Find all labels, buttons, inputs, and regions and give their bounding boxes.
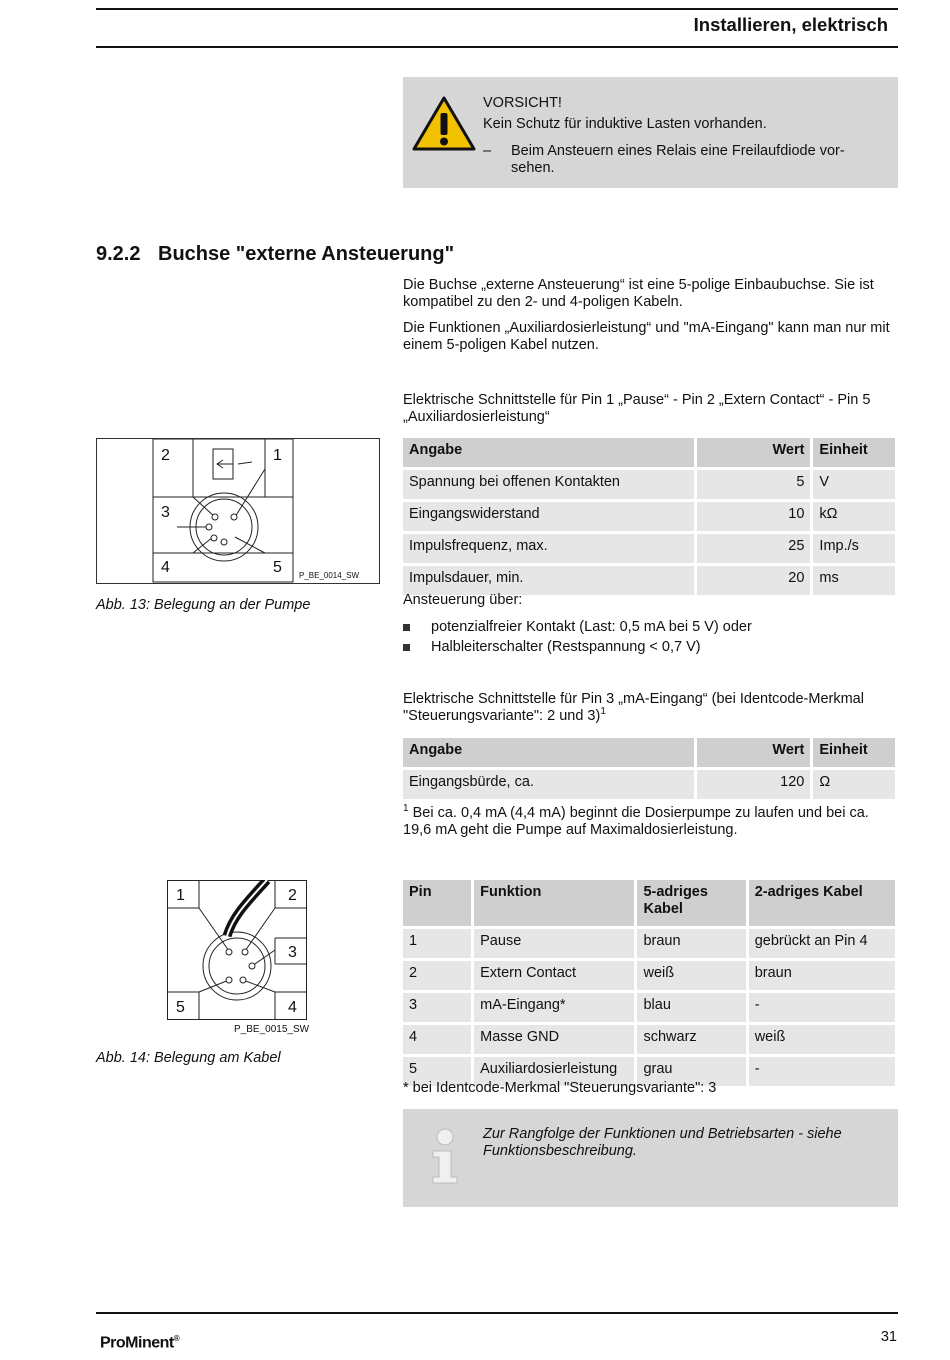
table-cell: 20	[697, 566, 811, 595]
table3-header-cell: 2-adriges Kabel	[749, 880, 895, 926]
footer-rule	[96, 1312, 898, 1314]
table-cell: Extern Contact	[474, 961, 634, 990]
table-cell: ms	[813, 566, 895, 595]
table-cell: 120	[697, 770, 811, 799]
figure-14-cable-plug	[167, 880, 307, 1020]
figure-14-caption: Abb. 14: Belegung am Kabel	[96, 1050, 281, 1066]
section-number: 9.2.2	[96, 243, 141, 265]
pin-label: 3	[161, 504, 170, 521]
table-row	[403, 929, 895, 958]
table-cell: Auxiliardosierleistung	[474, 1057, 634, 1086]
table2	[400, 735, 898, 802]
figure-13-pump-socket	[96, 438, 380, 584]
header-title: Installieren, elektrisch	[693, 14, 888, 35]
footnote-mark: 1	[403, 803, 409, 815]
table2-header-cell: Angabe	[403, 738, 694, 767]
prominent-logo	[100, 1330, 179, 1351]
table1	[400, 435, 898, 598]
info-icon	[425, 1127, 465, 1192]
figure-code: P_BE_0015_SW	[234, 1024, 310, 1035]
table3-header-row	[403, 880, 895, 926]
table-cell: Masse GND	[474, 1025, 634, 1054]
table-row	[403, 1025, 895, 1054]
footnote-ref: 1	[600, 706, 606, 718]
table-cell: weiß	[637, 961, 745, 990]
bullet-square-icon	[403, 624, 410, 631]
table-cell: 5	[403, 1057, 471, 1086]
table-cell: schwarz	[637, 1025, 745, 1054]
pin-label: 3	[288, 944, 297, 961]
table-cell: Pause	[474, 929, 634, 958]
pin-label: 1	[273, 447, 282, 464]
table-cell: 25	[697, 534, 811, 563]
pin-label: 2	[288, 887, 297, 904]
table-cell: 2	[403, 961, 471, 990]
header-top-rule	[96, 8, 898, 10]
table2-intro-text: Elektrische Schnittstelle für Pin 3 „mA-Eingang“ (bei Identcode-Merkmal "Steuerungsvariante": 2 und 3)	[403, 691, 864, 724]
pin-label: 5	[176, 999, 185, 1016]
table-cell: Impulsfrequenz, max.	[403, 534, 694, 563]
table-cell: -	[749, 1057, 895, 1086]
table-cell: Eingangswiderstand	[403, 502, 694, 531]
table-cell: Spannung bei offenen Kontakten	[403, 470, 694, 499]
table3	[400, 877, 898, 1089]
warning-triangle-icon	[411, 95, 477, 158]
pin-label: 2	[161, 447, 170, 464]
table-cell: V	[813, 470, 895, 499]
figure-13-caption: Abb. 13: Belegung an der Pumpe	[96, 597, 311, 613]
table-cell: weiß	[749, 1025, 895, 1054]
table-cell: Ω	[813, 770, 895, 799]
warning-box	[403, 77, 898, 188]
info-box	[403, 1109, 898, 1207]
pin-label: 4	[161, 559, 170, 576]
table1-header-cell: Wert	[697, 438, 811, 467]
warning-action: Beim Ansteuern eines Relais eine Freilaufdiode vor-sehen.	[511, 143, 845, 176]
pin-label: 1	[176, 887, 185, 904]
table1-header-cell: Angabe	[403, 438, 694, 467]
header-bottom-rule	[96, 46, 898, 48]
table1-header-row	[403, 438, 895, 467]
table-cell: gebrückt an Pin 4	[749, 929, 895, 958]
table2-header-cell: Wert	[697, 738, 811, 767]
table-cell: Impulsdauer, min.	[403, 566, 694, 595]
table-cell: 5	[697, 470, 811, 499]
pin-label: 4	[288, 999, 297, 1016]
logo-mark: ®	[173, 1334, 180, 1343]
table1-header-cell: Einheit	[813, 438, 895, 467]
pin-label: 5	[273, 559, 282, 576]
list-item-text: potenzialfreier Kontakt (Last: 0,5 mA bei 5 V) oder	[431, 619, 752, 635]
section-paragraph-1: Die Buchse „externe Ansteuerung“ ist eine 5-polige Einbaubuchse. Sie ist kompatibel zu den 2- und 4-poligen Kabeln.	[403, 277, 874, 310]
table-row	[403, 534, 895, 563]
table3-header-cell: Pin	[403, 880, 471, 926]
table2-intro	[403, 691, 898, 725]
table3-note: * bei Identcode-Merkmal "Steuerungsvariante": 3	[403, 1080, 717, 1096]
section-title: Buchse "externe Ansteuerung"	[158, 243, 455, 265]
table-cell: braun	[637, 929, 745, 958]
list-item-text: Halbleiterschalter (Restspannung < 0,7 V)	[431, 639, 701, 655]
table2-header-row	[403, 738, 895, 767]
table-cell: Eingangsbürde, ca.	[403, 770, 694, 799]
table-cell: braun	[749, 961, 895, 990]
table-cell: 3	[403, 993, 471, 1022]
footnote-text: Bei ca. 0,4 mA (4,4 mA) beginnt die Dosierpumpe zu laufen und bei ca. 19,6 mA geht die Pumpe auf Maximaldosierleistung.	[403, 805, 869, 838]
table2-header-cell: Einheit	[813, 738, 895, 767]
table2-footnote	[403, 805, 898, 839]
table-row	[403, 566, 895, 595]
warning-dash: –	[483, 143, 492, 159]
table-cell: blau	[637, 993, 745, 1022]
table-row	[403, 993, 895, 1022]
bullet-square-icon	[403, 644, 410, 651]
section-paragraph-2: Die Funktionen „Auxiliardosierleistung“ und "mA-Eingang" kann man nur mit einem 5-poligen Kabel nutzen.	[403, 320, 890, 353]
logo-text: ProMinent	[100, 1334, 174, 1352]
table-cell: mA-Eingang*	[474, 993, 634, 1022]
table-cell: grau	[637, 1057, 745, 1086]
table1-intro: Elektrische Schnittstelle für Pin 1 „Pause“ - Pin 2 „Extern Contact“ - Pin 5 „Auxiliardosierleistung“	[403, 392, 871, 425]
table3-header-cell: 5-adriges Kabel	[637, 880, 745, 926]
page-number: 31	[880, 1329, 897, 1345]
table-cell: -	[749, 993, 895, 1022]
control-label: Ansteuerung über:	[403, 592, 523, 608]
table-row	[403, 470, 895, 499]
table-cell: kΩ	[813, 502, 895, 531]
info-text: Zur Rangfolge der Funktionen und Betriebsarten - siehe Funktionsbeschreibung.	[483, 1126, 842, 1159]
warning-text: Kein Schutz für induktive Lasten vorhanden.	[483, 116, 767, 132]
table-cell: 10	[697, 502, 811, 531]
table-cell: Imp./s	[813, 534, 895, 563]
table-row	[403, 502, 895, 531]
table3-header-cell: Funktion	[474, 880, 634, 926]
warning-heading: VORSICHT!	[483, 95, 562, 111]
table-row	[403, 770, 895, 799]
figure-code: P_BE_0014_SW	[299, 571, 360, 580]
table-cell: 4	[403, 1025, 471, 1054]
table-cell: 1	[403, 929, 471, 958]
table-row	[403, 961, 895, 990]
